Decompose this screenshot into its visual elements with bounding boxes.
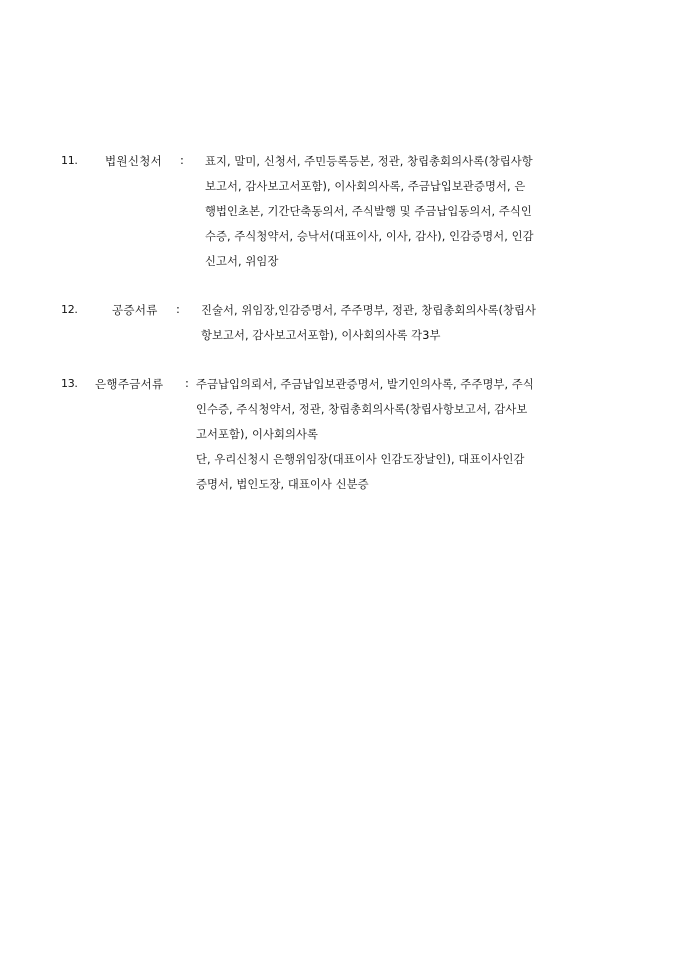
item-text-line: 보고서, 감사보고서포함), 이사회의사록, 주금납입보관증명서, 은: [205, 180, 526, 193]
item-text-line: 고서포함), 이사회의사록: [196, 428, 319, 441]
item-text-line: 수증, 주식청약서, 승낙서(대표이사, 이사, 감사), 인감증명서, 인감: [205, 230, 534, 243]
item-label: 공증서류: [112, 303, 158, 317]
item-colon: :: [180, 153, 184, 167]
item-text-line: 주금납입의뢰서, 주금납입보관증명서, 발기인의사록, 주주명부, 주식: [196, 378, 534, 391]
item-number: 12.: [61, 303, 78, 316]
item-colon: :: [176, 302, 180, 316]
item-text-line: 표지, 말미, 신청서, 주민등록등본, 정관, 창립총회의사록(창립사항: [205, 155, 533, 168]
item-number: 13.: [61, 377, 78, 390]
item-text-line: 행법인초본, 기간단축동의서, 주식발행 및 주금납입동의서, 주식인: [205, 205, 532, 218]
item-label: 법원신청서: [105, 154, 163, 168]
item-text-line: 항보고서, 감사보고서포함), 이사회의사록 각3부: [201, 329, 441, 342]
item-label: 은행주금서류: [95, 377, 164, 391]
item-text-line: 단, 우리신청시 은행위임장(대표이사 인감도장날인), 대표이사인감: [196, 453, 525, 466]
item-number: 11.: [61, 154, 78, 167]
item-colon: :: [185, 376, 189, 390]
item-text-line: 인수증, 주식청약서, 정관, 창립총회의사록(창립사항보고서, 감사보: [196, 403, 528, 416]
item-text-line: 증명서, 법인도장, 대표이사 신분증: [196, 478, 369, 491]
item-text-line: 진술서, 위임장,인감증명서, 주주명부, 정관, 창립총회의사록(창립사: [201, 304, 537, 317]
item-text-line: 신고서, 위임장: [205, 255, 279, 268]
